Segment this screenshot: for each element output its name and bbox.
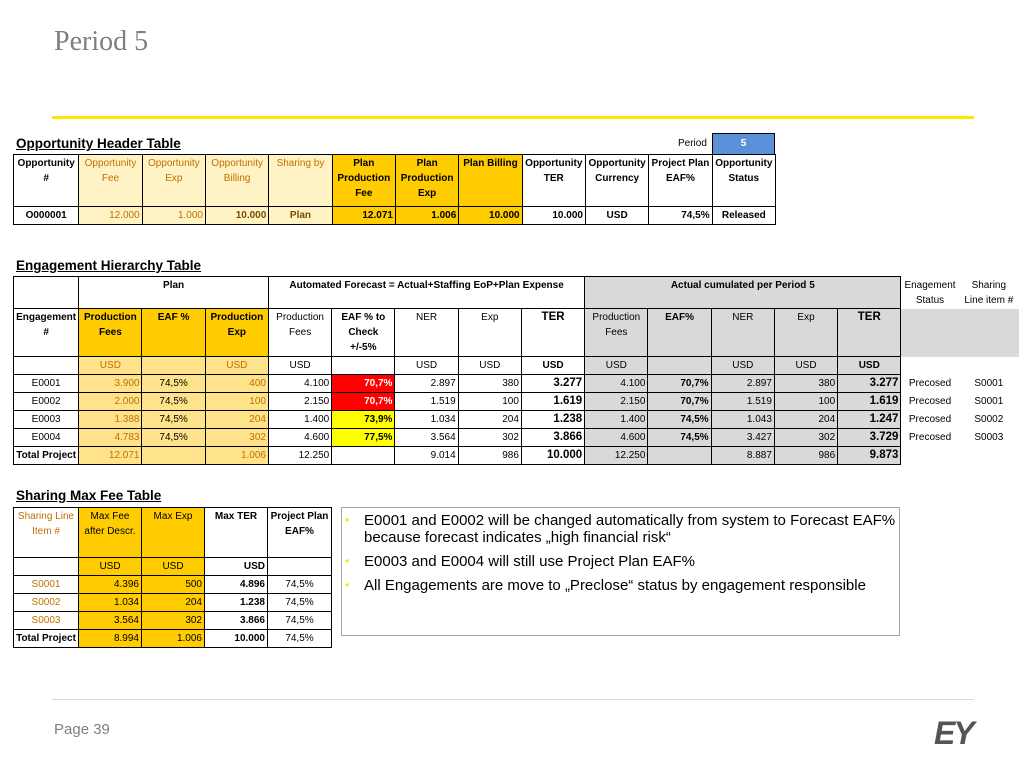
data-cell: 1.388 — [79, 411, 142, 429]
total-cell — [142, 447, 205, 465]
data-cell: 1.000 — [142, 207, 205, 225]
total-cell: 1.006 — [142, 630, 205, 648]
data-cell: E0001 — [14, 375, 79, 393]
unit-cell: USD — [838, 357, 901, 375]
data-cell: 204 — [142, 594, 205, 612]
data-cell: 10.000 — [205, 207, 268, 225]
data-cell: 1.034 — [79, 594, 142, 612]
header-cell: Sharing Line Item # — [14, 508, 79, 558]
blank-cell — [959, 309, 1018, 357]
data-cell: 4.600 — [268, 429, 331, 447]
data-cell: 1.238 — [521, 411, 584, 429]
unit-cell: USD — [521, 357, 584, 375]
unit-cell: USD — [711, 357, 774, 375]
total-cell: 10.000 — [205, 630, 268, 648]
data-cell: 204 — [205, 411, 268, 429]
total-cell — [648, 447, 711, 465]
unit-cell: USD — [395, 357, 458, 375]
data-cell: 74,5% — [142, 393, 205, 411]
blank-cell — [901, 309, 959, 357]
data-cell: 3.866 — [521, 429, 584, 447]
header-cell: EAF % to Check +/-5% — [332, 309, 395, 357]
data-cell: Precosed — [908, 414, 952, 425]
title-divider — [52, 116, 974, 119]
header-cell: EAF % — [142, 309, 205, 357]
header-cell: Opportunity Currency — [585, 155, 648, 207]
total-cell: 986 — [774, 447, 837, 465]
data-cell: 1.619 — [838, 393, 901, 411]
data-cell: 4.100 — [268, 375, 331, 393]
header-cell: EAF% — [648, 309, 711, 357]
data-cell: 4.396 — [79, 576, 142, 594]
data-cell: 1.400 — [268, 411, 331, 429]
unit-cell — [14, 357, 79, 375]
blank-cell — [14, 277, 79, 309]
data-cell: 74,5% — [649, 207, 712, 225]
footer-divider — [52, 699, 974, 700]
header-cell: Opportunity Exp — [142, 155, 205, 207]
data-cell: 74,5% — [142, 375, 205, 393]
header-cell: Production Fees — [268, 309, 331, 357]
data-cell: 70,7% — [332, 375, 395, 393]
data-cell: 1.238 — [205, 594, 268, 612]
total-cell: 1.006 — [205, 447, 268, 465]
unit-cell: USD — [774, 357, 837, 375]
data-cell: Precosed — [908, 396, 952, 407]
units-row — [14, 558, 332, 576]
unit-cell: USD — [268, 357, 331, 375]
data-cell: 1.034 — [395, 411, 458, 429]
data-cell: 3.564 — [395, 429, 458, 447]
group-actual: Actual cumulated per Period 5 — [585, 277, 901, 309]
unit-cell: USD — [205, 558, 268, 576]
data-cell: 1.400 — [585, 411, 648, 429]
total-cell: 12.250 — [585, 447, 648, 465]
period-value: 5 — [712, 133, 775, 155]
sharing-line-header: Sharing Line item # — [964, 279, 1014, 306]
data-cell: 3.277 — [838, 375, 901, 393]
sharing-row — [14, 594, 332, 612]
data-cell: 100 — [205, 393, 268, 411]
notes-list — [342, 512, 899, 594]
data-cell: 70,7% — [332, 393, 395, 411]
total-cell — [332, 447, 395, 465]
total-cell: 986 — [458, 447, 521, 465]
header-cell: Max Fee after Descr. — [79, 508, 142, 558]
data-cell: 380 — [458, 375, 521, 393]
header-cell: NER — [711, 309, 774, 357]
data-cell: 74,5% — [648, 429, 711, 447]
opportunity-header-row — [14, 155, 776, 207]
data-cell: 3.427 — [711, 429, 774, 447]
header-cell: NER — [395, 309, 458, 357]
header-cell: Exp — [458, 309, 521, 357]
total-cell: 12.071 — [79, 447, 142, 465]
note-item: • E0003 and E0004 will still use Project Plan EAF% — [362, 553, 899, 570]
data-cell: 2.150 — [268, 393, 331, 411]
data-cell: 74,5% — [142, 411, 205, 429]
header-cell: Plan Production Fee — [332, 155, 395, 207]
header-cell: Production Fees — [79, 309, 142, 357]
unit-cell — [648, 357, 711, 375]
sharing-max-fee-table — [13, 507, 332, 648]
header-cell: Sharing by — [269, 155, 332, 207]
total-cell: Total Project — [14, 630, 79, 648]
data-cell: O000001 — [14, 207, 79, 225]
data-cell: 12.000 — [79, 207, 142, 225]
unit-cell: USD — [79, 357, 142, 375]
unit-cell: USD — [585, 357, 648, 375]
data-cell: S0001 — [974, 396, 1004, 407]
blank-cell — [901, 357, 959, 375]
data-cell: S0003 — [974, 432, 1004, 443]
data-cell: Plan — [269, 207, 332, 225]
note-item: • All Engagements are move to „Preclose“ status by engagement responsible — [362, 577, 899, 594]
sharing-header-row — [14, 508, 332, 558]
unit-cell — [268, 558, 332, 576]
sharing-table-caption: Sharing Max Fee Table — [16, 488, 162, 503]
data-cell: 4.600 — [585, 429, 648, 447]
header-cell: Opportunity TER — [522, 155, 585, 207]
data-cell: USD — [585, 207, 648, 225]
sharing-row — [14, 576, 332, 594]
data-cell: 4.100 — [585, 375, 648, 393]
data-cell: 73,9% — [332, 411, 395, 429]
opportunity-data-row — [14, 207, 776, 225]
unit-cell: USD — [79, 558, 142, 576]
data-cell: 302 — [142, 612, 205, 630]
header-cell: Production Fees — [585, 309, 648, 357]
data-cell: 400 — [205, 375, 268, 393]
data-cell: 4.896 — [205, 576, 268, 594]
total-cell: 8.887 — [711, 447, 774, 465]
data-cell: 2.000 — [79, 393, 142, 411]
data-cell: 1.247 — [838, 411, 901, 429]
engagement-row — [14, 375, 1019, 393]
header-cell: Opportunity Billing — [205, 155, 268, 207]
blank-cell — [959, 447, 1018, 465]
data-cell: 302 — [205, 429, 268, 447]
status-header: Enagement Status — [904, 279, 956, 306]
data-cell: 10.000 — [459, 207, 522, 225]
header-cell: Max TER — [205, 508, 268, 558]
blank-cell — [901, 447, 959, 465]
data-cell: S0001 — [14, 576, 79, 594]
data-cell: 1.619 — [521, 393, 584, 411]
data-cell: E0003 — [14, 411, 79, 429]
note-item: • E0001 and E0002 will be changed automatically from system to Forecast EAF% because forecast indicates „high financial risk“ — [362, 512, 899, 546]
unit-cell: USD — [205, 357, 268, 375]
group-header-row — [14, 277, 1019, 309]
data-cell: 77,5% — [332, 429, 395, 447]
data-cell: 12.071 — [332, 207, 395, 225]
data-cell: 2.897 — [711, 375, 774, 393]
header-cell: TER — [521, 309, 584, 357]
data-cell: S0001 — [974, 378, 1004, 389]
period-label: Period — [678, 138, 707, 149]
unit-cell: USD — [142, 558, 205, 576]
data-cell: 74,5% — [268, 576, 332, 594]
data-cell: S0002 — [974, 414, 1004, 425]
engagement-header-row — [14, 309, 1019, 357]
engagement-row — [14, 411, 1019, 429]
header-cell: Exp — [774, 309, 837, 357]
total-cell: 10.000 — [521, 447, 584, 465]
unit-cell — [332, 357, 395, 375]
data-cell: 1.006 — [395, 207, 458, 225]
header-cell: Opportunity Status — [712, 155, 775, 207]
data-cell: 3.277 — [521, 375, 584, 393]
unit-cell — [14, 558, 79, 576]
data-cell: 204 — [458, 411, 521, 429]
engagement-table-caption: Engagement Hierarchy Table — [16, 258, 202, 273]
data-cell: 3.900 — [79, 375, 142, 393]
data-cell: E0002 — [14, 393, 79, 411]
header-cell: Engagement # — [14, 309, 79, 357]
data-cell: 1.519 — [395, 393, 458, 411]
data-cell: 74,5% — [142, 429, 205, 447]
header-cell: TER — [838, 309, 901, 357]
data-cell: S0002 — [14, 594, 79, 612]
data-cell: 3.729 — [838, 429, 901, 447]
data-cell: 2.897 — [395, 375, 458, 393]
header-cell: Plan Production Exp — [395, 155, 458, 207]
sharing-total-row — [14, 630, 332, 648]
engagement-row — [14, 429, 1019, 447]
data-cell: 204 — [774, 411, 837, 429]
data-cell: 100 — [458, 393, 521, 411]
page-number: Page 39 — [54, 721, 110, 738]
data-cell: 1.043 — [711, 411, 774, 429]
data-cell: 10.000 — [522, 207, 585, 225]
data-cell: 3.866 — [205, 612, 268, 630]
blank-cell — [959, 357, 1018, 375]
data-cell: 74,5% — [268, 612, 332, 630]
data-cell: 380 — [774, 375, 837, 393]
group-plan: Plan — [79, 277, 269, 309]
data-cell: 70,7% — [648, 393, 711, 411]
data-cell: 74,5% — [648, 411, 711, 429]
data-cell: 1.519 — [711, 393, 774, 411]
header-cell: Project Plan EAF% — [268, 508, 332, 558]
data-cell: Precosed — [908, 432, 952, 443]
header-cell: Opportunity # — [14, 155, 79, 207]
header-cell: Project Plan EAF% — [649, 155, 712, 207]
data-cell: E0004 — [14, 429, 79, 447]
data-cell: S0003 — [14, 612, 79, 630]
unit-cell — [142, 357, 205, 375]
header-cell: Opportunity Fee — [79, 155, 142, 207]
data-cell: 302 — [774, 429, 837, 447]
total-cell: 74,5% — [268, 630, 332, 648]
header-cell: Max Exp — [142, 508, 205, 558]
group-automated-forecast: Automated Forecast = Actual+Staffing EoP+Plan Expense — [268, 277, 584, 309]
total-cell: 9.014 — [395, 447, 458, 465]
engagement-total-row — [14, 447, 1019, 465]
data-cell: 70,7% — [648, 375, 711, 393]
total-cell: 8.994 — [79, 630, 142, 648]
data-cell: 302 — [458, 429, 521, 447]
engagement-hierarchy-table — [13, 276, 1019, 465]
data-cell: 4.783 — [79, 429, 142, 447]
header-cell: Production Exp — [205, 309, 268, 357]
data-cell: 2.150 — [585, 393, 648, 411]
data-cell: 74,5% — [268, 594, 332, 612]
notes-box — [341, 507, 900, 636]
slide-title: Period 5 — [54, 26, 149, 57]
unit-cell: USD — [458, 357, 521, 375]
data-cell: 100 — [774, 393, 837, 411]
header-cell: Plan Billing — [459, 155, 522, 207]
ey-logo: EY — [934, 715, 973, 751]
data-cell: 500 — [142, 576, 205, 594]
total-cell: 12.250 — [268, 447, 331, 465]
data-cell: Released — [712, 207, 775, 225]
total-cell: Total Project — [14, 447, 79, 465]
opportunity-header-table — [13, 154, 776, 225]
data-cell: Precosed — [908, 378, 952, 389]
data-cell: 3.564 — [79, 612, 142, 630]
opportunity-table-caption: Opportunity Header Table — [16, 136, 181, 151]
sharing-row — [14, 612, 332, 630]
total-cell: 9.873 — [838, 447, 901, 465]
engagement-row — [14, 393, 1019, 411]
units-row — [14, 357, 1019, 375]
